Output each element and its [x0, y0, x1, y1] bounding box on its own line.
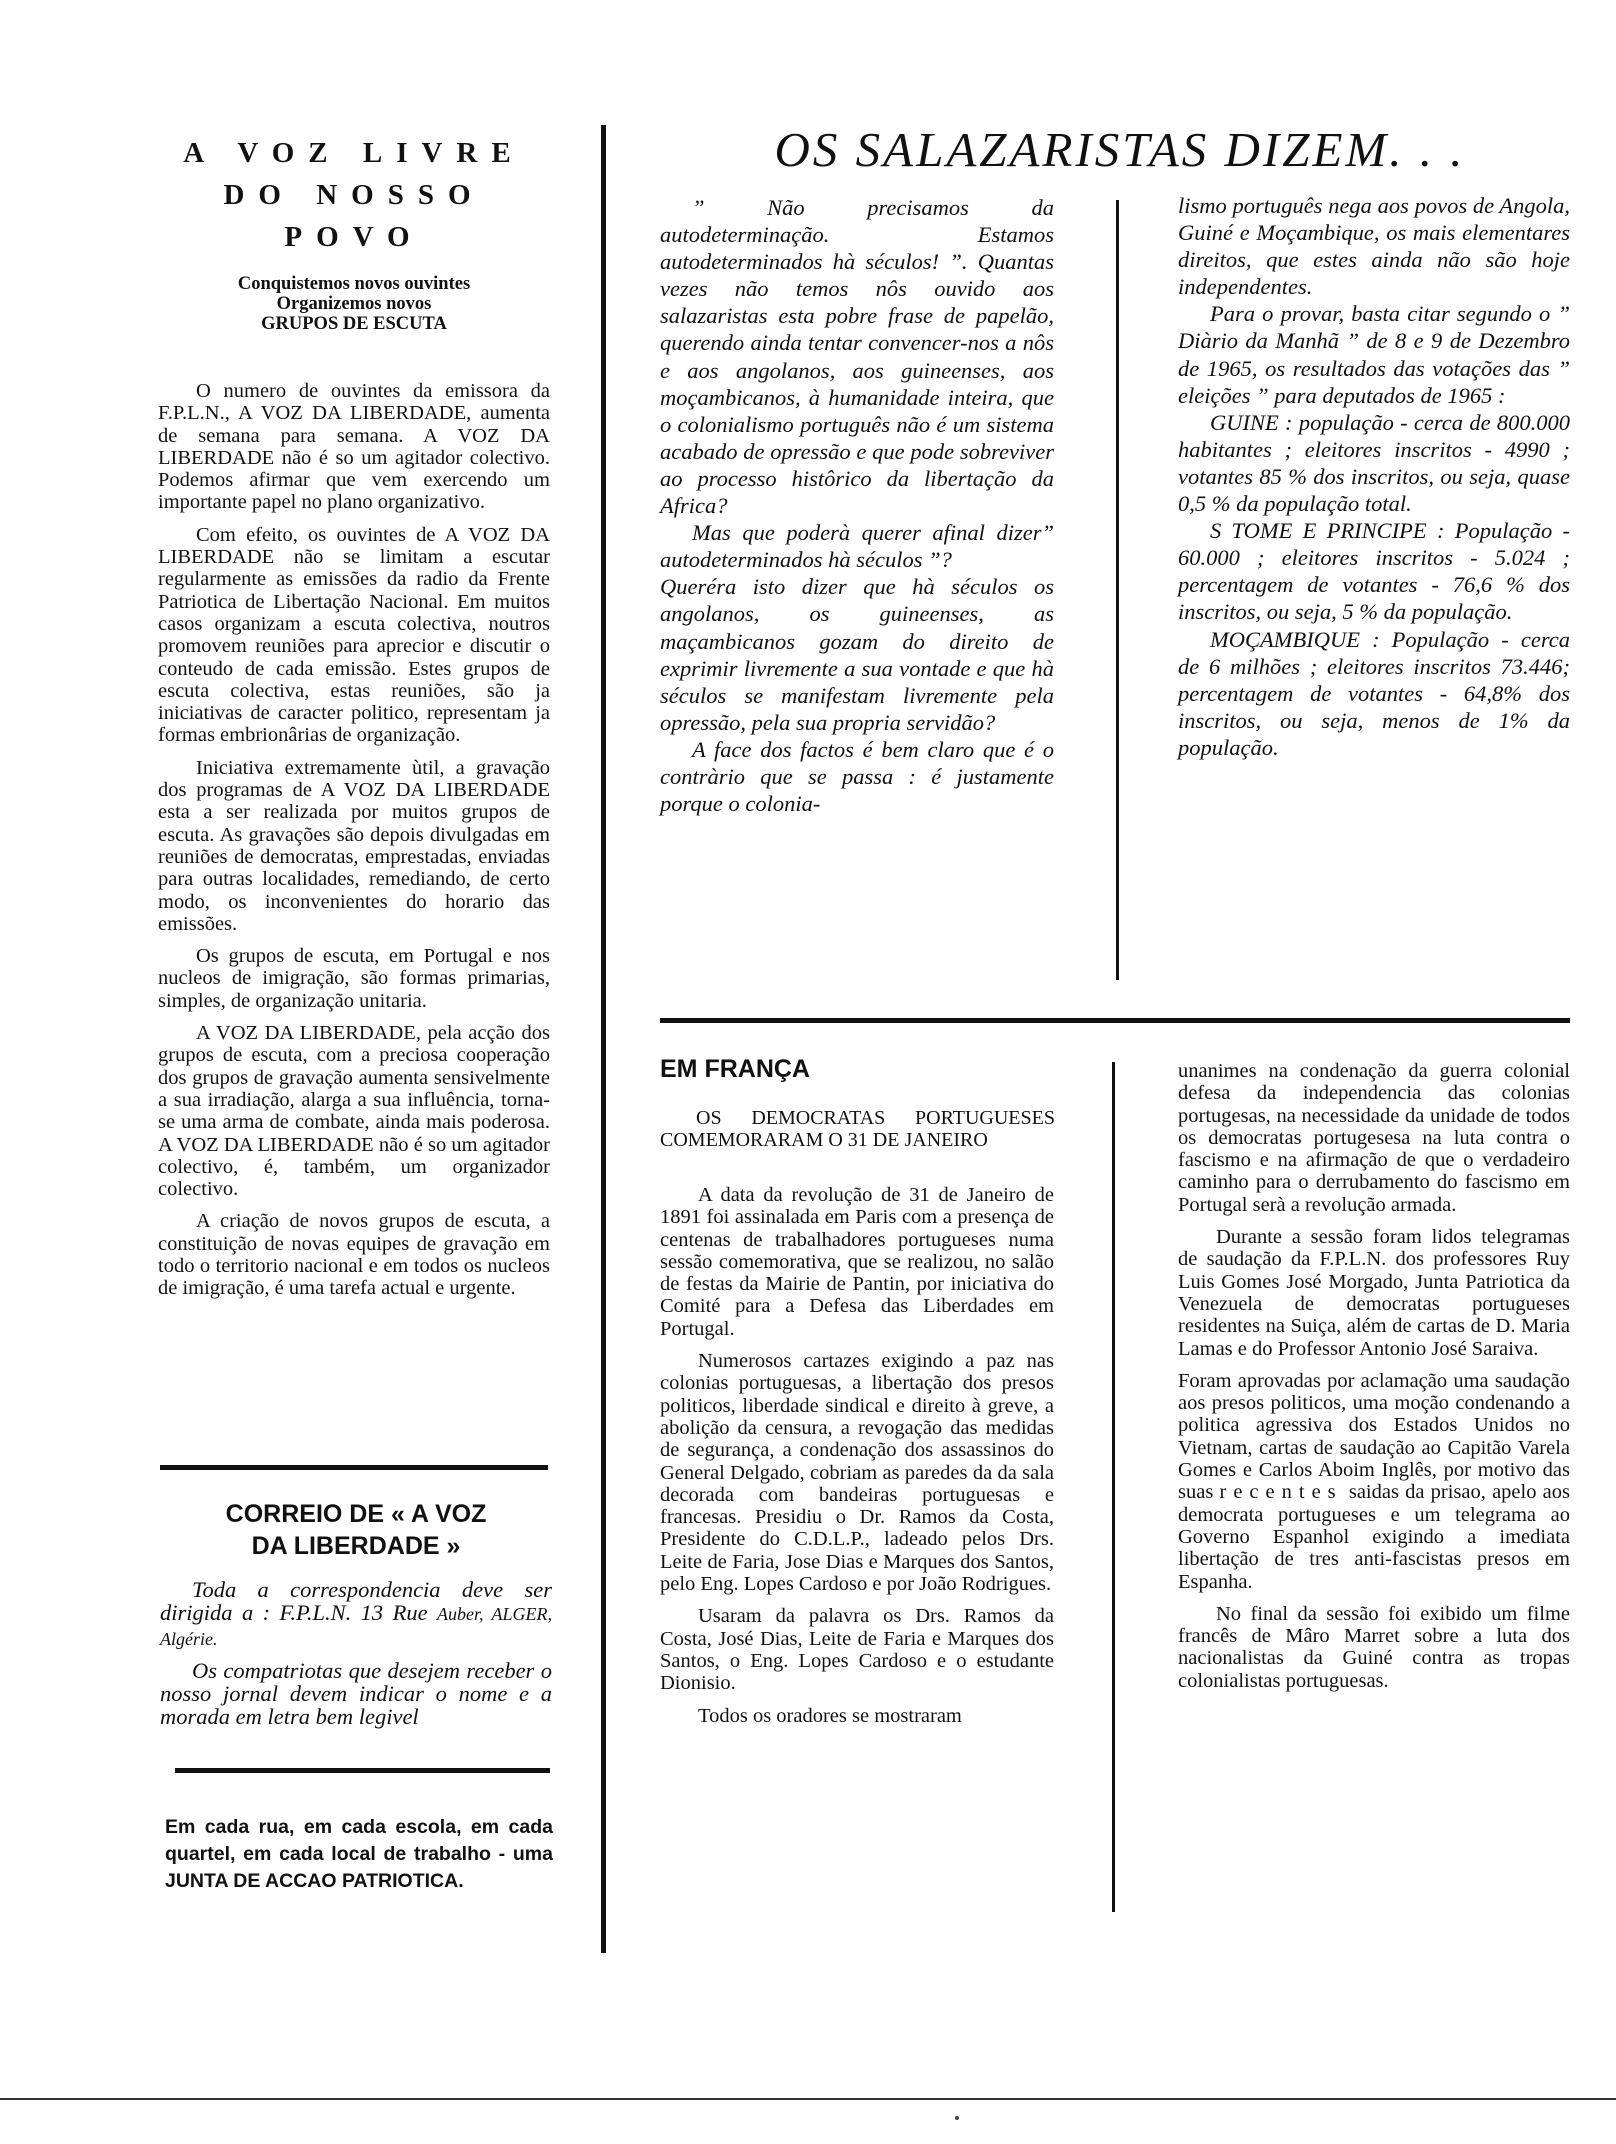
franca-paragraph: unanimes na condenação da guerra colonial defesa da independencia das colonias portugesas, na necessidade da unidade de todos os democratas portugesesa na luta contra o fascismo e na afirmação de que o verdadeiro caminho para o derrubamento do fascismo em Portugal serà a revolução armada.	[1178, 1060, 1570, 1216]
salazaristas-paragraph: Mas que poderà querer afinal dizer” autodeterminados hà séculos ”?	[660, 520, 1054, 573]
franca-column-divider	[1112, 1062, 1115, 1912]
salazaristas-column-1	[660, 194, 1054, 817]
franca-paragraph	[1178, 1370, 1570, 1593]
salazaristas-paragraph: S TOME E PRINCIPE : População - 60.000 ; eleitores inscritos - 5.024 ; percentagem de votantes - 76,6 % dos inscritos, ou seja, 5 % da população.	[1178, 518, 1570, 625]
salazaristas-paragraph: A face dos factos é bem claro que é o contràrio que se passa : é justamente porque o colonia-	[660, 736, 1054, 817]
correio-title-line2: DA LIBERDADE »	[251, 1532, 461, 1560]
vertical-divider	[601, 125, 606, 1953]
correio-para2: Os compatriotas que desejem receber o nosso jornal devem indicar o nome e a morada em letra bem legivel	[160, 1658, 552, 1729]
left-separator-rule	[160, 1465, 548, 1470]
page-speck	[955, 2116, 959, 2120]
franca-p3-before: Foram aprovadas por aclamação uma saudação aos presos politicos, uma moção condenando a politica agressiva dos Estados Unidos no Vietnam, cartas de saudação ao Capitão Varela Gomes e Carlos Aboim Inglês, por motivo das suas	[1178, 1369, 1570, 1504]
left-article-body	[158, 380, 550, 1300]
franca-title: EM FRANÇA	[660, 1055, 810, 1083]
salazaristas-column-2	[1178, 192, 1570, 761]
salazaristas-title: OS SALAZARISTAS DIZEM. . .	[774, 122, 1466, 177]
salazaristas-paragraph: MOÇAMBIQUE : População - cerca de 6 milhões ; eleitores inscritos 73.446; percentagem de votantes - 64,8% dos inscritos, ou seja, menos de 1% da população.	[1178, 626, 1570, 760]
left-paragraph: Com efeito, os ouvintes de A VOZ DA LIBERDADE não se limitam a escutar regularmente as emissões da radio da Frente Patriotica de Libertação Nacional. Em muitos casos organizam a escuta colectiva, noutros promovem reuniões para aprecior e discutir o conteudo de cada emissão. Estes grupos de escuta colectiva, estas reuniões, são ja iniciativas de caracter politico, representam ja formas embrionârias de organização.	[158, 523, 550, 747]
correio-body	[160, 1578, 552, 1728]
left-heading-line1: A VOZ LIVRE	[183, 137, 525, 169]
junta-slogan: Em cada rua, em cada escola, em cada quartel, em cada local de trabalho - uma JUNTA DE ACCAO PATRIOTICA.	[165, 1816, 553, 1892]
franca-column-1	[660, 1184, 1054, 1737]
salazaristas-paragraph: GUINE : população - cerca de 800.000 habitantes ; eleitores inscritos - 4990 ; votantes 85 % dos inscritos, ou seja, quase 0,5 % da população total.	[1178, 409, 1570, 517]
salazaristas-paragraph: ” Não precisamos da autodeterminação. Estamos autodeterminados hà séculos! ”. Quantas vezes não temos nôs ouvido aos salazaristas esta pobre frase de papelão, querendo ainda tentar convencer-nos a nôs e aos angolanos, aos guineenses, aos moçambicanos, à humanidade inteira, que o colonialismo português não é um sistema acabado de opressão e que pode sobreviver ao processo histôrico da libertação da Africa?	[660, 195, 1054, 519]
franca-paragraph: No final da sessão foi exibido um filme francês de Mâro Marret sobre a luta dos nacionalistas da Guiné contra as tropas colonialistas portuguesas.	[1178, 1602, 1570, 1692]
left-paragraph: Os grupos de escuta, em Portugal e nos nucleos de imigração, são formas primarias, simples, de organização unitaria.	[158, 945, 550, 1012]
franca-paragraph: Durante a sessão foram lidos telegramas de saudação da F.P.L.N. dos professores Ruy Luis Gomes José Morgado, Junta Patriotica da Venezuela de democratas portugueses residentes na Suiça, além de cartas de D. Maria Lamas e do Professor Antonio José Saraiva.	[1178, 1226, 1570, 1360]
franca-paragraph: Usaram da palavra os Drs. Ramos da Costa, José Dias, Leite de Faria e Marques dos Santos, o Eng. Lopes Cardoso e o estudante Dionisio.	[660, 1605, 1054, 1695]
left-paragraph: O numero de ouvintes da emissora da F.P.L.N., A VOZ DA LIBERDADE, aumenta de semana para semana. A VOZ DA LIBERDADE não é so um agitador colectivo. Podemos afirmar que vem exercendo um importante papel no plano organizativo.	[158, 380, 550, 514]
franca-paragraph: Todos os oradores se mostraram	[698, 1704, 962, 1727]
left-sub-line3: GRUPOS DE ESCUTA	[261, 314, 447, 334]
left-paragraph: A VOZ DA LIBERDADE, pela acção dos grupos de escuta, com a preciosa cooperação dos grupos de gravação aumenta sensivelmente a sua irradiação, alarga a sua influência, torna-se uma arma de combate, ainda mais poderosa. A VOZ DA LIBERDADE não é so um agitador colectivo, é, também, um organizador colectivo.	[158, 1022, 550, 1201]
franca-p3-after: saidas da prisao, apelo aos democrata portugueses e um telegrama ao Governo Espanhol exigindo a imediata libertação de tres anti-fascistas presos em Espanha.	[1178, 1481, 1570, 1593]
franca-column-2	[1178, 1060, 1570, 1702]
correio-separator-rule	[175, 1768, 550, 1773]
left-paragraph: Iniciativa extremamente ùtil, a gravação dos programas de A VOZ DA LIBERDADE esta a ser realizada por muitos grupos de escuta. As gravações são depois divulgadas em reuniões de democratas, emprestadas, enviadas para outras localidades, remediando, de certo modo, os inconvenientes do horario das emissões.	[158, 756, 550, 935]
salazaristas-paragraph: lismo português nega aos povos de Angola, Guiné e Moçambique, os mais elementares direitos, que estes ainda não são hoje independentes.	[1178, 193, 1570, 300]
correio-para1-main: Toda a correspondencia deve ser dirigida a : F.P.L.N. 13 Rue	[160, 1577, 552, 1625]
franca-paragraph: A data da revolução de 31 de Janeiro de 1891 foi assinalada em Paris com a presença de centenas de trabalhadores portugueses numa sessão comemorativa, que se realizou, no salão de festas da Mairie de Pantin, por iniciativa do Comité para a Defesa das Liberdades em Portugal.	[660, 1184, 1054, 1340]
franca-subtitle: OS DEMOCRATAS PORTUGUESES COMEMORARAM O 31 DE JANEIRO	[660, 1107, 1055, 1152]
franca-p3-spaced: recentes	[1219, 1481, 1343, 1504]
salazaristas-column-divider	[1116, 200, 1119, 980]
left-subheading	[158, 274, 550, 334]
salazaristas-paragraph: Para o provar, basta citar segundo o ” Diàrio da Manhã ” de 8 e 9 de Dezembro de 1965, os resultados das votações das ” eleições ” para deputados de 1965 :	[1178, 301, 1570, 408]
correio-section	[160, 1498, 552, 1736]
salazaristas-paragraph: Queréra isto dizer que hà séculos os angolanos, os guineenses, as maçambicanos gozam do direito de exprimir livremente a sua vontade e que hà séculos se manifestam livremente pela opressão, pela sua propria servidão?	[660, 574, 1054, 735]
left-column	[158, 132, 550, 1310]
left-sub-line1: Conquistemos novos ouvintes	[237, 274, 471, 294]
correio-title	[160, 1498, 552, 1562]
franca-paragraph: Numerosos cartazes exigindo a paz nas colonias portuguesas, a libertação dos presos politicos, liberdade sindical e direito à greve, a abolição da censura, a revogação das medidas de segurança, a condenação dos assassinos do General Delgado, cobriam as paredes da da sala decorada com bandeiras portuguesas e francesas. Presidiu o Dr. Ramos da Costa, Presidente do C.D.L.P., ladeado pelos Drs. Leite de Faria, Jose Dias e Marques dos Santos, pelo Eng. Lopes Cardoso e por João Rodrigues.	[660, 1350, 1054, 1596]
correio-title-line1: CORREIO DE « A VOZ	[225, 1500, 487, 1528]
page-bottom-rule	[0, 2098, 1616, 2100]
right-separator-rule	[660, 1018, 1570, 1023]
correio-address-paragraph	[160, 1578, 552, 1651]
correio-address: Auber, ALGER, Algérie.	[160, 1604, 552, 1649]
left-paragraph: A criação de novos grupos de escuta, a constituição de novas equipes de gravação em todo o territorio nacional e em todos os nucleos de imigração, é uma tarefa actual e urgente.	[158, 1210, 550, 1300]
left-sub-line2: Organizemos novos	[276, 294, 432, 314]
left-heading-line2: DO NOSSO POVO	[223, 179, 485, 253]
